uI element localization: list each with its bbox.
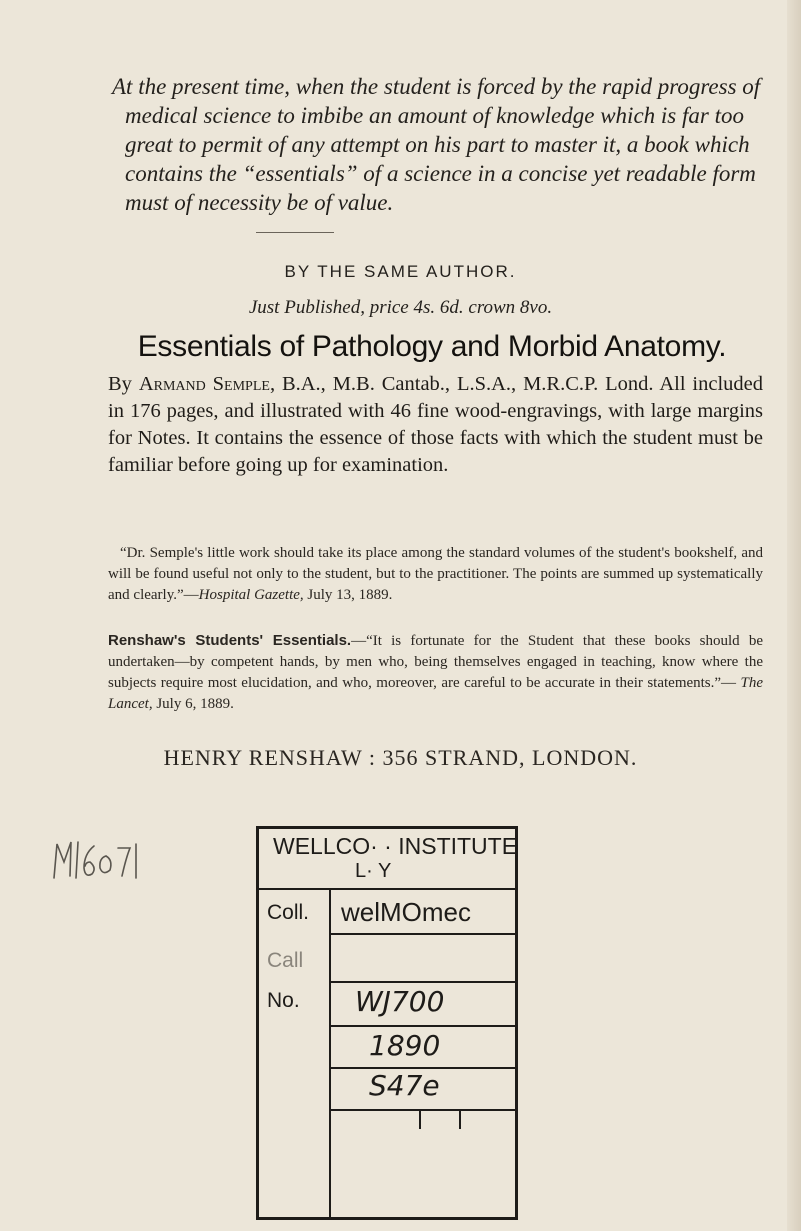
stamp-header-line2: L· Y xyxy=(355,860,392,882)
publisher-imprint: HENRY RENSHAW : 356 STRAND, LONDON. xyxy=(163,745,638,770)
section-heading: BY THE SAME AUTHOR. xyxy=(284,262,517,281)
review-lancet xyxy=(108,630,763,715)
stamp-rule xyxy=(331,933,515,935)
review-heading: Renshaw's Students' Essentials. xyxy=(108,632,352,649)
library-stamp xyxy=(256,826,518,1220)
review-source: The Lancet, xyxy=(108,675,763,712)
stamp-divider-vertical xyxy=(329,890,331,1220)
review-text: —“It is fortunate for the Student that these books should be undertaken—by competent hands, by men who, being themselves engaged in teaching, know where the subjects require most elucidation, and who, moreover, are careful to be accurate in their statements.”— xyxy=(108,633,763,691)
stamp-rule xyxy=(331,981,515,983)
handwritten-shelfmark xyxy=(50,830,170,890)
stamp-no-label: No. xyxy=(267,989,300,1012)
stamp-coll-label: Coll. xyxy=(267,901,310,924)
description-body: , B.A., M.B. Cantab., L.S.A., M.R.C.P. Lond. All included in 176 pages, and illustrated with 46 fine wood-engravings, with large margins for Notes. It contains the essence of those facts with which the student must be familiar before going up for examination. xyxy=(108,373,763,476)
review-date: July 13, 1889. xyxy=(303,587,393,603)
epigraph-quote: At the present time, when the student is forced by the rapid progress of medical science to imbibe an amount of knowledge which is far too great to permit of any attempt on his part to master it, a book which contains the “essentials” of a science in a concise yet readable form must of necessity be of value. xyxy=(112,74,761,215)
review-hospital-gazette xyxy=(108,543,763,606)
divider xyxy=(256,232,334,233)
book-title: Essentials of Pathology and Morbid Anatomy. xyxy=(137,330,727,363)
stamp-rule xyxy=(331,1109,515,1111)
stamp-coll-value: welMOmec xyxy=(341,897,472,927)
stamp-entry-3: S47e xyxy=(369,1069,440,1102)
stamp-call-label: Call xyxy=(267,949,304,972)
description-lead: By xyxy=(108,373,139,395)
stamp-rule xyxy=(331,1025,515,1027)
stamp-divider-vertical xyxy=(459,1109,461,1129)
stamp-header-line1: WELLCO· · INSTITUTE xyxy=(273,833,518,859)
stamp-entry-2: 1890 xyxy=(369,1029,441,1062)
stamp-divider-vertical xyxy=(419,1109,421,1129)
review-text: “Dr. Semple's little work should take its place among the standard volumes of the student's bookshelf, and will be found useful not only to the student, but to the practitioner. The points are summed up systematically and clearly.”— xyxy=(108,545,763,603)
stamp-entry-1: WJ700 xyxy=(355,985,445,1018)
author-name: Armand Semple xyxy=(138,373,270,395)
review-date: July 6, 1889. xyxy=(152,696,234,712)
publication-note: Just Published, price 4s. 6d. crown 8vo. xyxy=(248,297,553,318)
book-description xyxy=(108,371,763,479)
page-edge xyxy=(787,0,801,1231)
stamp-rule xyxy=(259,888,515,890)
review-source: Hospital Gazette, xyxy=(198,587,304,603)
